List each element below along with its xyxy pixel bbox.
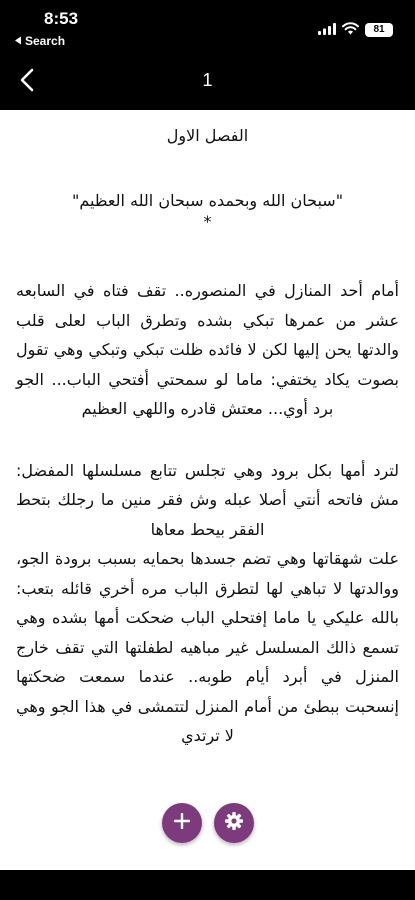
back-app-label: Search (25, 34, 66, 48)
section-separator: * (203, 212, 212, 231)
battery-indicator: 81 (365, 23, 393, 37)
status-bar (0, 0, 415, 56)
status-time: 8:53 (44, 9, 79, 28)
add-button[interactable] (162, 803, 202, 843)
chapter-quote: "سبحان الله وبحمده سبحان الله العظيم" (71, 191, 344, 210)
wifi-icon (342, 20, 359, 39)
bottom-bar (0, 870, 415, 900)
signal-icon (318, 20, 336, 39)
gear-icon (224, 811, 244, 835)
page-title: 1 (202, 70, 213, 90)
back-to-app-link[interactable] (14, 34, 65, 48)
settings-button[interactable] (214, 803, 254, 843)
story-paragraph: علت شهقاتها وهي تضم جسدها بحمايه بسبب برودة الجو، ووالدتها لا تباهي لها لتطرق الباب مره أخري قائله بتعب: بالله عليكي يا ماما إفتحلي الباب ضحكت أمها بشده وهي تسمع ذالك المسلسل غير مباهيه لطفلتها التي تقف خارج المنزل في أبرد أيام طوبه.. عندما سمعت ضحكتها إنسحبت ببطئ من أمام المنزل لتتمشى في هذا الجو وهي لا ترتدي (16, 549, 399, 745)
status-icons (318, 20, 393, 39)
chapter-content[interactable] (0, 110, 415, 870)
story-paragraph: لترد أمها بكل برود وهي تجلس تتابع مسلسلها المفضل: مش فاتحه أنتي أصلا عبله وش فقر منين ما رجلك بتحط الفقر بيحط معاها (16, 460, 399, 539)
plus-icon (174, 813, 190, 833)
story-paragraph: أمام أحد المنازل في المنصوره.. تقف فتاه في السابعه عشر من عمرها تبكي بشده وتطرق الباب لعلى قلب والدتها يحن إليها لكن لا فائده ظلت تبكي وتبكي وهي تقول بصوت يكاد يختفي: ماما لو سمحتي أفتحي الباب... الجو برد أوي... معتش قادره واللهي العظيم (16, 281, 399, 418)
back-triangle-icon (14, 34, 22, 48)
chapter-title: الفصل الاول (166, 126, 249, 145)
chapter-text (0, 126, 415, 751)
navigation-bar (0, 56, 415, 110)
